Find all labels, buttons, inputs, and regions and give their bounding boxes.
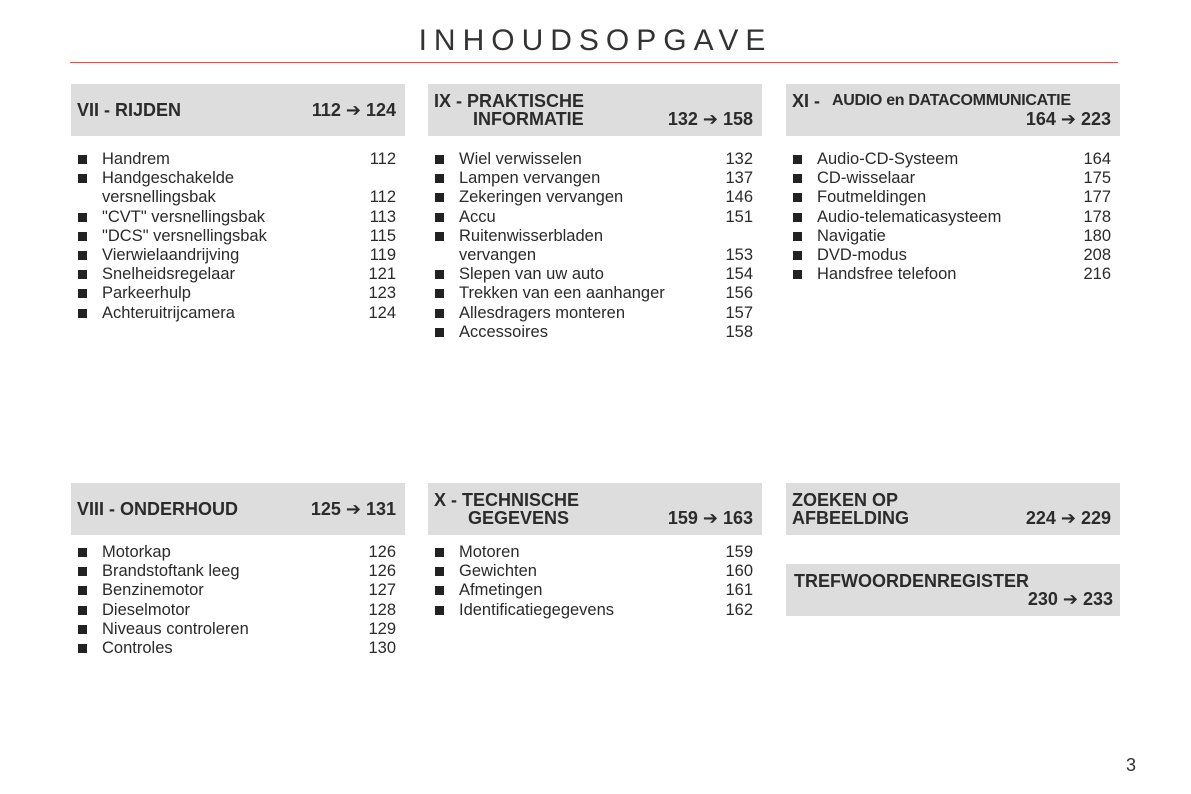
- list-item[interactable]: [428, 150, 762, 169]
- item-page: 126: [368, 562, 396, 581]
- bullet-icon: [435, 586, 444, 595]
- item-label: CD-wisselaar: [817, 169, 916, 188]
- item-label: Ruitenwisserbladen: [459, 226, 603, 245]
- item-label: "DCS" versnellingsbak: [102, 226, 267, 245]
- item-page: 124: [368, 303, 396, 322]
- title-divider: [70, 62, 1118, 63]
- bullet-icon: [78, 174, 87, 183]
- section-onderhoud: [71, 483, 405, 658]
- item-page: 137: [725, 169, 753, 188]
- item-label: Gewichten: [459, 562, 537, 581]
- section-title: VIII - ONDERHOUD: [77, 499, 239, 519]
- bullet-icon: [78, 309, 87, 318]
- bullet-icon: [78, 155, 87, 164]
- item-page: 161: [725, 581, 753, 600]
- list-item[interactable]: [428, 246, 762, 265]
- section-title-line2: GEGEVENS: [468, 508, 570, 528]
- item-label: versnellingsbak: [102, 188, 216, 207]
- item-label: Parkeerhulp: [102, 284, 191, 303]
- item-page: 146: [725, 188, 753, 207]
- item-label: Accessoires: [459, 322, 548, 341]
- bullet-icon: [78, 548, 87, 557]
- item-label: Vierwielaandrijving: [102, 245, 240, 264]
- section-zoeken-op-afbeelding: [786, 483, 1120, 535]
- item-label: Identificatiegegevens: [459, 600, 615, 619]
- item-label: Achteruitrijcamera: [102, 303, 235, 322]
- section-header-rijden[interactable]: [71, 84, 405, 136]
- item-label: Navigatie: [817, 226, 886, 245]
- section-pages: 159 ➔ 163: [667, 508, 753, 528]
- bullet-icon: [78, 270, 87, 279]
- list-item[interactable]: [71, 265, 405, 284]
- list-item[interactable]: [71, 227, 405, 246]
- item-page: 126: [368, 543, 396, 561]
- item-label: vervangen: [459, 245, 537, 264]
- list-item[interactable]: [428, 543, 762, 562]
- bullet-icon: [435, 567, 444, 576]
- item-page: 129: [368, 619, 396, 638]
- list-item[interactable]: [786, 246, 1120, 265]
- bullet-icon: [435, 270, 444, 279]
- list-item[interactable]: [786, 227, 1120, 246]
- bullet-icon: [78, 625, 87, 634]
- list-item[interactable]: [428, 265, 762, 284]
- list-item[interactable]: [71, 188, 405, 207]
- section-rijden: [71, 84, 405, 323]
- item-page: 160: [725, 562, 753, 581]
- item-page: 208: [1083, 245, 1111, 264]
- bullet-icon: [78, 567, 87, 576]
- list-item[interactable]: [428, 323, 762, 342]
- bullet-icon: [435, 328, 444, 337]
- item-label: Brandstoftank leeg: [102, 562, 240, 581]
- section-pages: 132 ➔ 158: [667, 109, 753, 129]
- section-praktische-informatie: [428, 84, 762, 342]
- item-label: Benzinemotor: [102, 581, 204, 600]
- item-label: Accu: [459, 207, 496, 226]
- item-page: 128: [368, 600, 396, 619]
- page-title: INHOUDSOPGAVE: [418, 24, 773, 57]
- item-label: Niveaus controleren: [102, 619, 249, 638]
- list-item[interactable]: [786, 265, 1120, 284]
- bullet-icon: [78, 644, 87, 653]
- item-page: 153: [725, 245, 753, 264]
- item-label: Afmetingen: [459, 581, 543, 600]
- list-item[interactable]: [71, 601, 405, 620]
- section-title-line2: INFORMATIE: [473, 109, 584, 129]
- bullet-icon: [435, 174, 444, 183]
- section-title-line1: IX - PRAKTISCHE: [434, 91, 585, 111]
- item-label: Zekeringen vervangen: [459, 188, 624, 207]
- section-title-line1: ZOEKEN OP: [792, 490, 899, 510]
- list-item[interactable]: [71, 620, 405, 639]
- item-label: Audio-telematicasysteem: [817, 207, 1002, 226]
- bullet-icon: [793, 155, 802, 164]
- list-item[interactable]: [428, 284, 762, 303]
- item-page: 175: [1083, 169, 1111, 188]
- item-label: Foutmeldingen: [817, 188, 927, 207]
- item-list-audio: [786, 150, 1120, 284]
- item-label: Handrem: [102, 150, 170, 168]
- item-page: 158: [725, 322, 753, 341]
- item-page: 159: [725, 543, 753, 561]
- item-label: Allesdragers monteren: [459, 303, 625, 322]
- bullet-icon: [793, 270, 802, 279]
- item-list-rijden: [71, 150, 405, 323]
- item-label: Trekken van een aanhanger: [459, 284, 665, 303]
- item-label: Lampen vervangen: [459, 169, 601, 188]
- list-item[interactable]: [71, 150, 405, 169]
- list-item[interactable]: [71, 304, 405, 323]
- item-page: 157: [725, 303, 753, 322]
- bullet-icon: [435, 309, 444, 318]
- item-label: Controles: [102, 638, 173, 657]
- list-item[interactable]: [786, 208, 1120, 227]
- section-pages: 224 ➔ 229: [1025, 508, 1111, 528]
- list-item[interactable]: [428, 601, 762, 620]
- item-page: 130: [368, 638, 396, 657]
- section-header-audio[interactable]: [786, 84, 1120, 136]
- list-item[interactable]: [71, 169, 405, 188]
- item-page: 119: [369, 245, 396, 264]
- section-audio: [786, 84, 1120, 284]
- bullet-icon: [78, 289, 87, 298]
- list-item[interactable]: [71, 562, 405, 581]
- item-label: Audio-CD-Systeem: [817, 150, 959, 168]
- item-page: 115: [369, 226, 396, 245]
- item-label: Dieselmotor: [102, 600, 191, 619]
- item-label: Motorkap: [102, 543, 171, 561]
- section-header-technische-gegevens[interactable]: [428, 483, 762, 535]
- item-page: 127: [368, 581, 396, 600]
- list-item[interactable]: [71, 284, 405, 303]
- item-label: Snelheidsregelaar: [102, 265, 236, 284]
- item-page: 177: [1083, 188, 1111, 207]
- section-pages: 112 ➔ 124: [311, 100, 396, 120]
- section-title: VII - RIJDEN: [77, 100, 182, 120]
- item-label: Slepen van uw auto: [459, 265, 604, 284]
- item-page: 180: [1083, 226, 1111, 245]
- bullet-icon: [78, 586, 87, 595]
- section-pages: 230 ➔ 233: [1027, 589, 1113, 609]
- section-title: TREFWOORDENREGISTER: [794, 571, 1030, 591]
- bullet-icon: [435, 155, 444, 164]
- list-item[interactable]: [786, 169, 1120, 188]
- list-item[interactable]: [428, 304, 762, 323]
- item-label: Handsfree telefoon: [817, 265, 957, 284]
- item-page: 112: [369, 150, 396, 168]
- item-page: 123: [368, 284, 396, 303]
- section-title-prefix: XI -: [792, 91, 821, 111]
- section-title-line1: X - TECHNISCHE: [434, 490, 580, 510]
- section-header-praktische-informatie[interactable]: [428, 84, 762, 136]
- item-label: "CVT" versnellingsbak: [102, 207, 266, 226]
- item-page: 113: [369, 207, 396, 226]
- list-item[interactable]: [428, 562, 762, 581]
- bullet-icon: [793, 251, 802, 260]
- list-item[interactable]: [71, 208, 405, 227]
- section-title-line2: AFBEELDING: [792, 508, 909, 528]
- page-number: 3: [1126, 755, 1137, 775]
- bullet-icon: [78, 606, 87, 615]
- list-item[interactable]: [428, 227, 762, 246]
- bullet-icon: [78, 232, 87, 241]
- item-page: 216: [1083, 265, 1111, 284]
- item-page: 162: [725, 600, 753, 619]
- list-item[interactable]: [71, 543, 405, 562]
- bullet-icon: [793, 193, 802, 202]
- section-trefwoordenregister: [786, 564, 1120, 616]
- item-list-onderhoud: [71, 543, 405, 658]
- item-label: Handgeschakelde: [102, 169, 235, 188]
- item-page: 151: [725, 207, 753, 226]
- list-item[interactable]: [428, 581, 762, 600]
- section-title-rest: AUDIO en DATACOMMUNICATIE: [832, 92, 1071, 109]
- bullet-icon: [78, 251, 87, 260]
- bullet-icon: [435, 548, 444, 557]
- list-item[interactable]: [428, 188, 762, 207]
- bullet-icon: [435, 213, 444, 222]
- item-page: 121: [368, 265, 396, 284]
- bullet-icon: [793, 232, 802, 241]
- bullet-icon: [435, 193, 444, 202]
- item-page: 112: [369, 188, 396, 207]
- item-label: Wiel verwisselen: [459, 150, 582, 168]
- item-label: Motoren: [459, 543, 520, 561]
- item-page: 178: [1083, 207, 1111, 226]
- list-item[interactable]: [428, 208, 762, 227]
- item-page: 154: [725, 265, 753, 284]
- list-item[interactable]: [428, 169, 762, 188]
- bullet-icon: [435, 289, 444, 298]
- bullet-icon: [793, 213, 802, 222]
- item-list-praktische-informatie: [428, 150, 762, 342]
- bullet-icon: [435, 606, 444, 615]
- section-technische-gegevens: [428, 483, 762, 620]
- item-list-technische-gegevens: [428, 543, 762, 620]
- bullet-icon: [78, 213, 87, 222]
- list-item[interactable]: [71, 246, 405, 265]
- bullet-icon: [435, 232, 444, 241]
- list-item[interactable]: [71, 639, 405, 658]
- item-page: 164: [1083, 150, 1111, 168]
- bullet-icon: [793, 174, 802, 183]
- list-item[interactable]: [71, 581, 405, 600]
- item-page: 132: [725, 150, 753, 168]
- section-pages: 125 ➔ 131: [310, 499, 396, 519]
- section-pages: 164 ➔ 223: [1025, 109, 1111, 129]
- section-header-trefwoordenregister[interactable]: [786, 564, 1120, 616]
- section-header-zoeken-op-afbeelding[interactable]: [786, 483, 1120, 535]
- list-item[interactable]: [786, 188, 1120, 207]
- list-item[interactable]: [786, 150, 1120, 169]
- item-label: DVD-modus: [817, 245, 907, 264]
- section-header-onderhoud[interactable]: [71, 483, 405, 535]
- item-page: 156: [725, 284, 753, 303]
